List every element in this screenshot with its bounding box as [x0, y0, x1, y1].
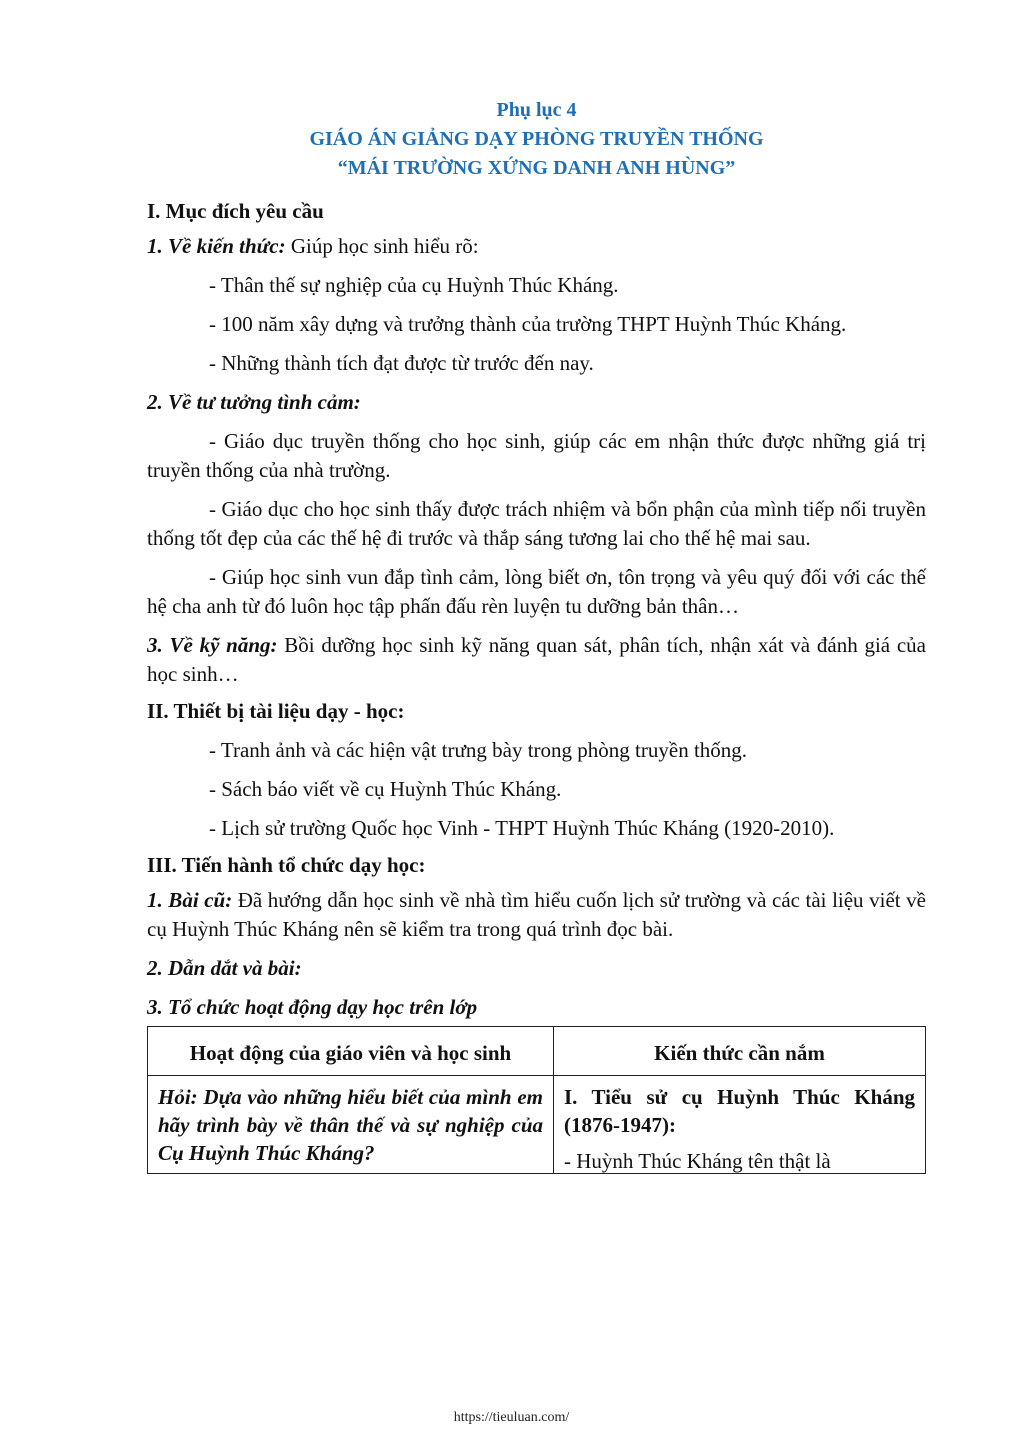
- old-lesson-label: 1. Bài cũ:: [147, 888, 233, 912]
- lesson-table: [147, 1026, 926, 1174]
- equipment-item: - Lịch sử trường Quốc học Vinh - THPT Huỳnh Thúc Kháng (1920-2010).: [209, 816, 835, 840]
- knowledge-text: Giúp học sinh hiểu rõ:: [285, 234, 479, 258]
- intro-label: 2. Dẫn dắt và bài:: [147, 956, 302, 980]
- appendix-label: Phụ lục 4: [496, 99, 577, 121]
- table-row: [148, 1076, 926, 1174]
- knowledge-heading: I. Tiểu sử cụ Huỳnh Thúc Kháng (1876-1947):: [564, 1085, 915, 1137]
- table-cell-knowledge: [554, 1076, 926, 1174]
- document-title: GIÁO ÁN GIẢNG DẠY PHÒNG TRUYỀN THỐNG: [309, 128, 764, 150]
- knowledge-label: 1. Về kiến thức:: [147, 234, 286, 258]
- skill-label: 3. Về kỹ năng:: [147, 633, 278, 657]
- section-1-heading: I. Mục đích yêu cầu: [147, 199, 324, 223]
- section-3-heading: III. Tiến hành tổ chức dạy học:: [147, 853, 426, 877]
- emotion-item: - Giáo dục cho học sinh thấy được trách nhiệm và bổn phận của mình tiếp nối truyền thống tốt đẹp của các thế hệ đi trước và thắp sáng tương lai cho thế hệ mai sau.: [147, 497, 926, 550]
- section-2-heading: II. Thiết bị tài liệu dạy - học:: [147, 699, 405, 723]
- skill-text: Bồi dưỡng học sinh kỹ năng quan sát, phân tích, nhận xát và đánh giá của học sinh…: [147, 633, 926, 686]
- emotion-item: - Giáo dục truyền thống cho học sinh, giúp các em nhận thức được những giá trị truyền thống của nhà trường.: [147, 429, 926, 482]
- knowledge-paragraph: [147, 232, 926, 261]
- knowledge-text-start: - Huỳnh Thúc Kháng tên thật là: [564, 1149, 831, 1173]
- equipment-item: - Tranh ảnh và các hiện vật trưng bày trong phòng truyền thống.: [209, 738, 748, 762]
- table-header-activity: Hoạt động của giáo viên và học sinh: [148, 1027, 554, 1076]
- skill-paragraph: [147, 631, 926, 689]
- old-lesson-paragraph: [147, 886, 926, 944]
- table-header-row: [148, 1027, 926, 1076]
- emotion-label: 2. Về tư tưởng tình cảm:: [147, 390, 361, 414]
- knowledge-item: - Thân thế sự nghiệp của cụ Huỳnh Thúc Kháng.: [209, 273, 619, 297]
- footer-url: https://tieuluan.com/: [453, 1410, 570, 1425]
- equipment-item: - Sách báo viết về cụ Huỳnh Thúc Kháng.: [209, 777, 562, 801]
- document-page: [147, 96, 926, 1174]
- emotion-item: - Giúp học sinh vun đắp tình cảm, lòng biết ơn, tôn trọng và yêu quý đối với các thế hệ cha anh từ đó luôn học tập phấn đấu rèn luyện tu dưỡng bản thân…: [147, 565, 926, 618]
- knowledge-item: - 100 năm xây dựng và trưởng thành của trường THPT Huỳnh Thúc Kháng.: [209, 312, 847, 336]
- old-lesson-text: Đã hướng dẫn học sinh về nhà tìm hiểu cuốn lịch sử trường và các tài liệu viết về cụ Huỳnh Thúc Kháng nên sẽ kiểm tra trong quá trình đọc bài.: [147, 888, 926, 941]
- activity-label: 3. Tổ chức hoạt động dạy học trên lớp: [147, 995, 478, 1019]
- knowledge-item: - Những thành tích đạt được từ trước đến nay.: [209, 351, 594, 375]
- table-cell-question: [148, 1076, 554, 1174]
- teacher-question: Hỏi: Dựa vào những hiểu biết của mình em hãy trình bày về thân thế và sự nghiệp của Cụ Huỳnh Thúc Kháng?: [158, 1085, 543, 1165]
- table-header-knowledge: Kiến thức cần nắm: [554, 1027, 926, 1076]
- document-subtitle: “MÁI TRƯỜNG XỨNG DANH ANH HÙNG”: [337, 157, 736, 179]
